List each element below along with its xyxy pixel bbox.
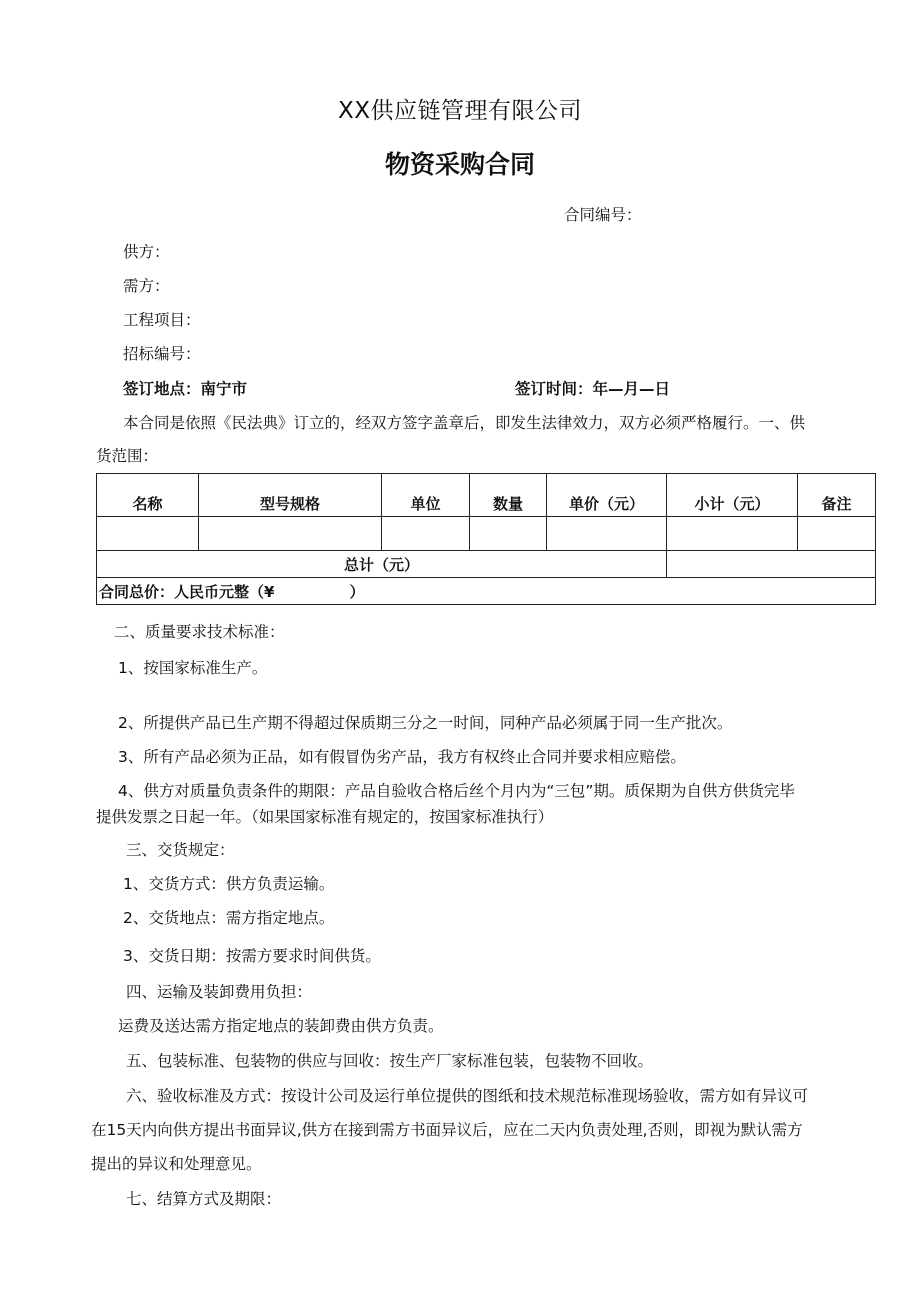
section-2-item-1: 1、按国家标准生产。 — [118, 659, 268, 677]
section-3-item-2: 2、交货地点：需方指定地点。 — [123, 909, 335, 927]
section-4-body: 运费及送达需方指定地点的装卸费由供方负责。 — [118, 1017, 444, 1035]
signing-time: 签订时间：年—月—日 — [515, 380, 671, 398]
header-name: 名称 — [97, 474, 199, 517]
supplier-label: 供方： — [123, 243, 170, 261]
header-unit-price: 单价（元） — [547, 474, 667, 517]
section-3-title: 三、交货规定： — [126, 841, 235, 859]
bid-number-label: 招标编号： — [123, 345, 201, 363]
section-6-line-1: 六、验收标准及方式：按设计公司及运行单位提供的图纸和技术规范标准现场验收，需方如有异议可 — [126, 1087, 809, 1105]
buyer-label: 需方： — [123, 277, 170, 295]
contract-total-text: 合同总价：人民币元整（¥ ） — [97, 578, 876, 605]
contract-number-label: 合同编号： — [564, 206, 642, 224]
table-cell — [97, 517, 199, 551]
header-spec: 型号规格 — [199, 474, 382, 517]
table-cell — [199, 517, 382, 551]
total-row — [97, 551, 876, 578]
items-table — [96, 473, 876, 605]
intro-line-2: 货范围： — [96, 447, 159, 465]
header-unit: 单位 — [382, 474, 470, 517]
document-title: 物资采购合同 — [384, 150, 535, 179]
section-5: 五、包装标准、包装物的供应与回收：按生产厂家标准包装，包装物不回收。 — [126, 1052, 654, 1070]
section-6-line-2: 在15天内向供方提出书面异议,供方在接到需方书面异议后，应在二天内负责处理,否则，即视为默认需方 — [91, 1121, 803, 1139]
section-2-item-2: 2、所提供产品已生产期不得超过保质期三分之一时间，同种产品必须属于同一生产批次。 — [118, 714, 733, 732]
section-3-item-1: 1、交货方式：供方负责运输。 — [123, 875, 335, 893]
project-label: 工程项目： — [123, 311, 201, 329]
section-3-item-3: 3、交货日期：按需方要求时间供货。 — [123, 947, 381, 965]
section-4-title: 四、运输及装卸费用负担： — [126, 983, 313, 1001]
table-cell — [667, 517, 798, 551]
signing-place: 签订地点：南宁市 — [123, 380, 248, 398]
section-2-title: 二、质量要求技术标准： — [114, 623, 285, 641]
company-name: XX供应链管理有限公司 — [337, 98, 582, 124]
section-2-item-4-line-1: 4、供方对质量负责条件的期限：产品自验收合格后丝个月内为“三包”期。质保期为自供方供货完毕 — [118, 782, 795, 800]
section-6-line-3: 提出的异议和处理意见。 — [91, 1155, 262, 1173]
table-header-row — [97, 474, 876, 517]
contract-total-row — [97, 578, 876, 605]
total-value — [667, 551, 876, 578]
table-cell — [470, 517, 547, 551]
header-remarks: 备注 — [798, 474, 876, 517]
total-label: 总计（元） — [97, 551, 667, 578]
table-cell — [547, 517, 667, 551]
header-quantity: 数量 — [470, 474, 547, 517]
table-row — [97, 517, 876, 551]
table-cell — [798, 517, 876, 551]
section-2-item-3: 3、所有产品必须为正品，如有假冒伪劣产品，我方有权终止合同并要求相应赔偿。 — [118, 748, 686, 766]
table-cell — [382, 517, 470, 551]
intro-line-1: 本合同是依照《民法典》订立的，经双方签字盖章后，即发生法律效力，双方必须严格履行。一、供 — [123, 414, 806, 432]
section-7-title: 七、结算方式及期限： — [126, 1190, 282, 1208]
section-2-item-4-line-2: 提供发票之日起一年。（如果国家标准有规定的，按国家标准执行） — [96, 808, 554, 826]
header-subtotal: 小计（元） — [667, 474, 798, 517]
